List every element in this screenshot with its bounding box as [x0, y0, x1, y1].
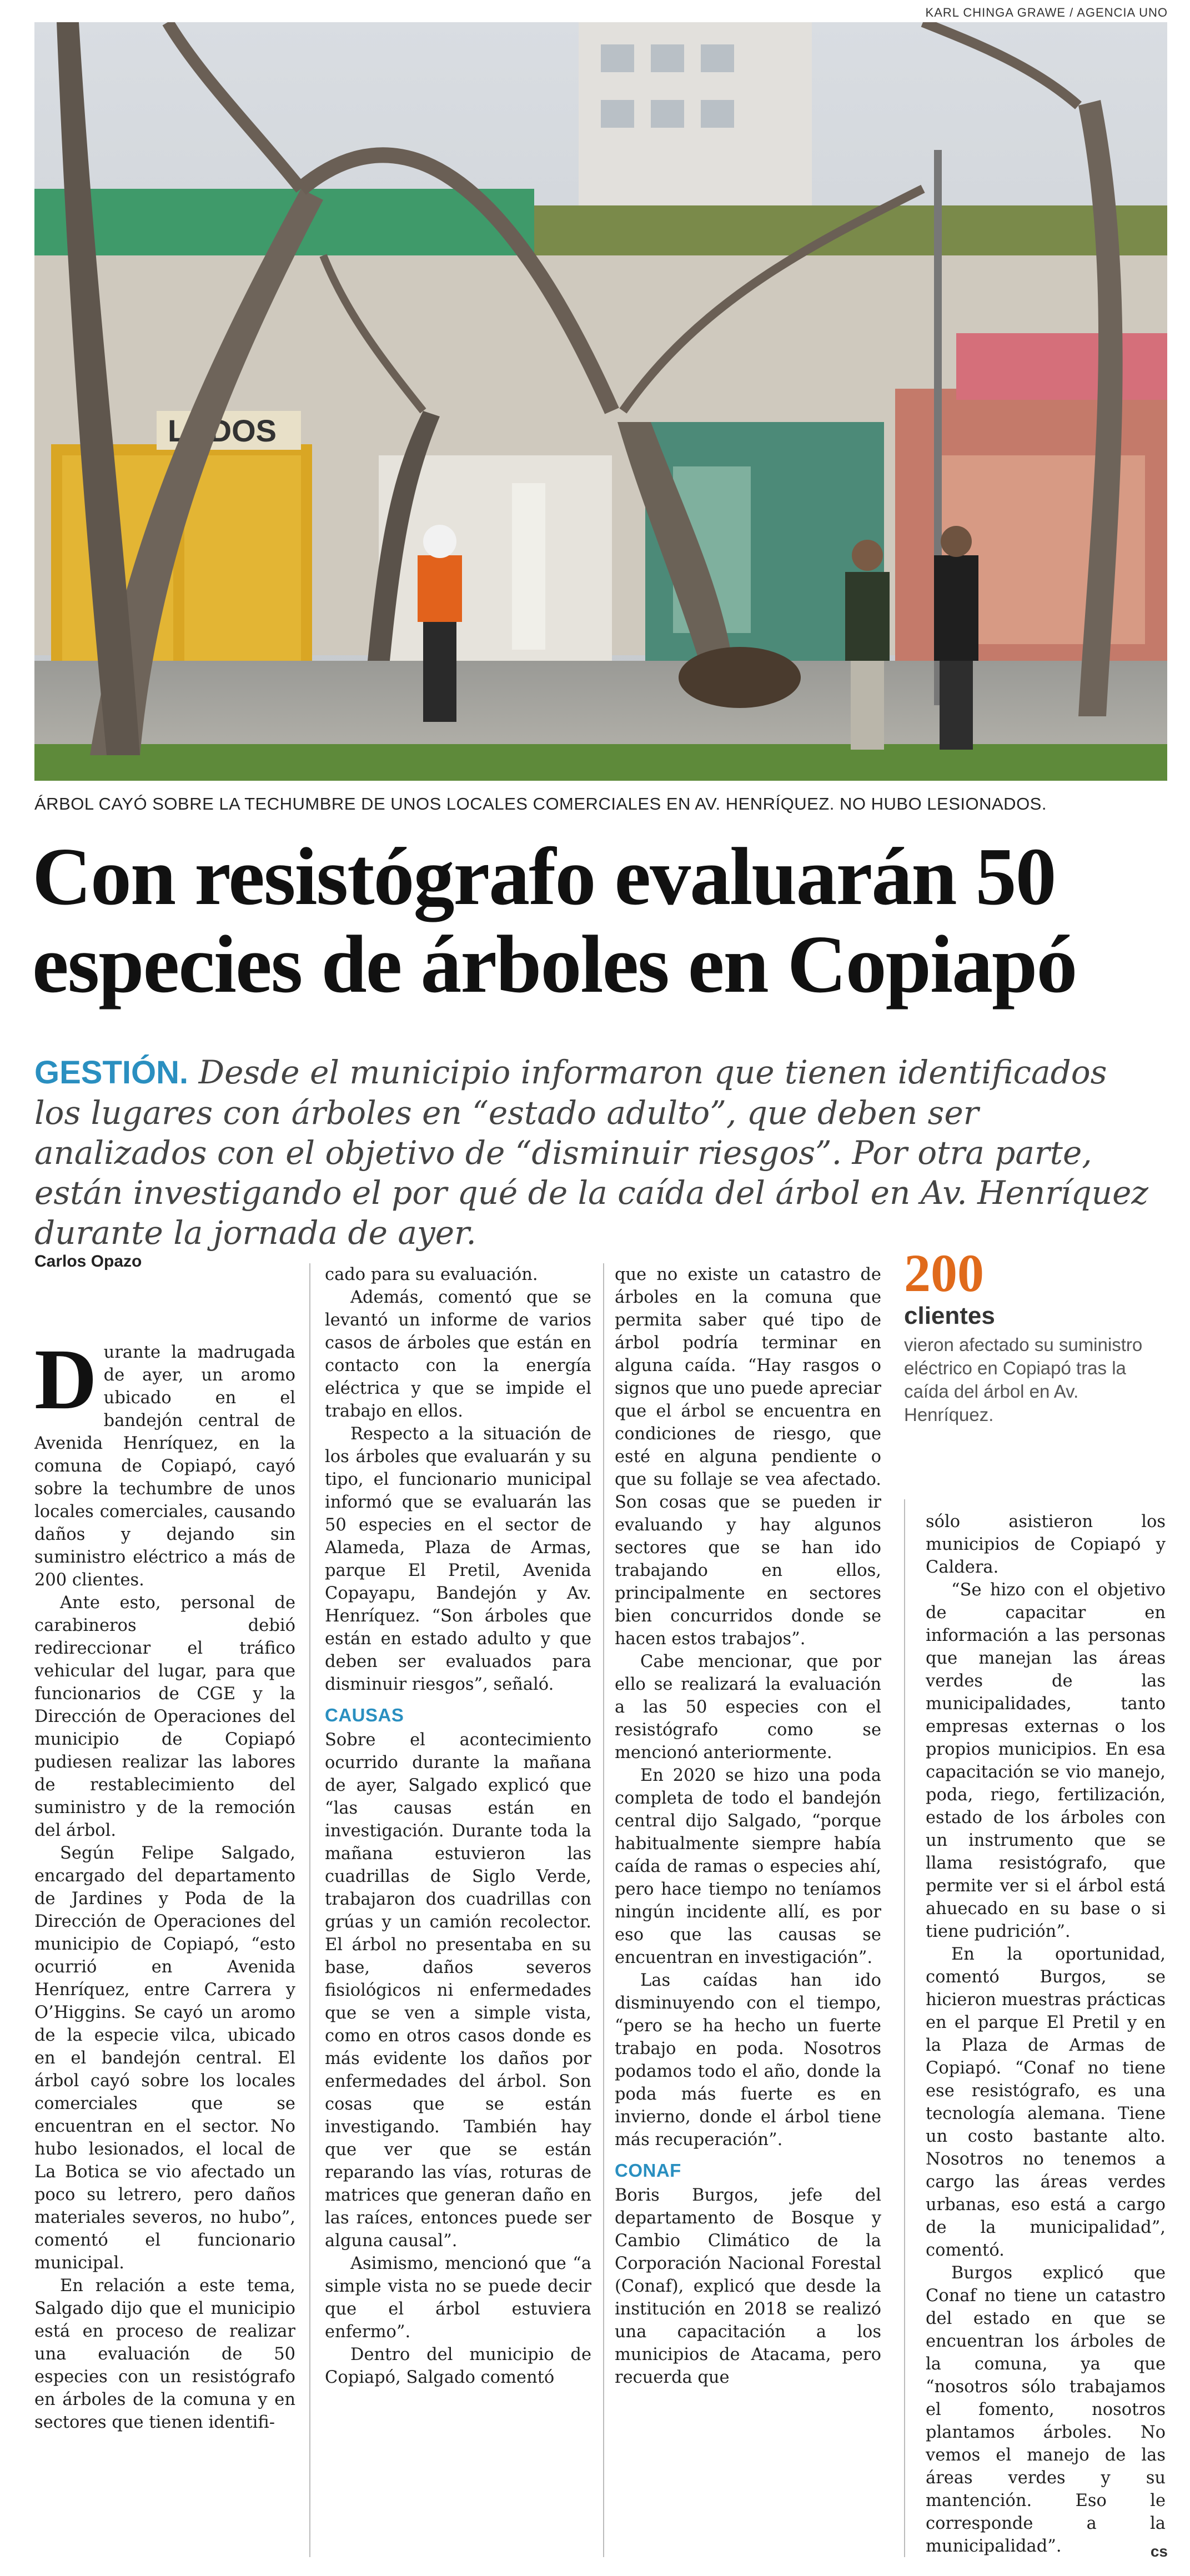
paragraph: Según Felipe Salgado, encargado del departamento de Jardines y Poda de la Dirección de Operaciones del municipio de Copiapó, “esto ocurrió en Avenida Henríquez, entre Carrera y O’Higgins. Se cayó un aromo de la especie vilca, ubicado en el bandejón central. El árbol cayó sobre los locales comerciales que se encuentran en el sector. No hubo lesionados, el local de La Botica se vio afectado un poco su letrero, pero daños materiales severos, no hubo”, comentó el funcionario municipal.: [34, 1844, 295, 2273]
column-3: [615, 1263, 881, 2389]
paragraph: sólo asistieron los municipios de Copiapó y Caldera.: [926, 1512, 1166, 1577]
paragraph: Durante la madrugada de ayer, un aromo ubicado en el bandejón central de Avenida Henríquez, en la comuna de Copiapó, cayó sobre la techumbre de unos locales comerciales, causando daños y dejando sin suministro eléctrico a más de 200 clientes.: [34, 1331, 295, 1590]
column-2: [325, 1263, 591, 2389]
paragraph: Burgos explicó que Conaf no tiene un catastro del estado en que se encuentran los árboles de la comuna, ya que “nosotros sólo trabajamos el fomento, nosotros plantamos árboles. No vemos el manejo de las áreas verdes y su mantención. Eso le corresponde a la municipalidad”.: [926, 2263, 1166, 2556]
column-divider: [603, 1263, 604, 2557]
paragraph: Sobre el acontecimiento ocurrido durante la mañana de ayer, Salgado explicó que “las causas están en investigación. Durante toda la mañana estuvieron las cuadrillas de Siglo Verde, trabajaron dos cuadrillas con grúas y un camión recolector. El árbol no presentaba en su base, daños severos fisiológicos ni enfermedades que se ven a simple vista, como en otros casos donde es más evidente los daños por enfermedades del árbol. Son cosas que se están investigando. También hay que ver que se están reparando las vías, roturas de matrices que generan daño en las raíces, entonces puede ser alguna causal”.: [325, 1730, 591, 2251]
subhead-causas: CAUSAS: [325, 1705, 404, 1725]
column-4: [926, 1510, 1166, 2558]
paragraph: cado para su evaluación.: [325, 1265, 538, 1284]
paragraph: “Se hizo con el objetivo de capacitar en información a las personas que manejan las áreas verdes de las municipalidades, tanto empresas externas o los propios municipios. En esa capacitación se vio manejo, poda, riego, fertilización, estado de los árboles con un instrumento que se llama resistógrafo, que permite ver si el árbol está ahuecado en su base o si tiene pudrición”.: [926, 1580, 1166, 1941]
byline: Carlos Opazo: [34, 1252, 142, 1271]
paragraph: Asimismo, mencionó que “a simple vista no se puede decir que el árbol estuviera enfermo”.: [325, 2254, 591, 2342]
stat-number: 200: [904, 1243, 984, 1303]
paragraph: Respecto a la situación de los árboles que evaluarán y su tipo, el funcionario municipal informó que se evaluarán las 50 especies en el sector de Alameda, Plaza de Armas, parque El Pretil, Avenida Copayapu, Bandejón y Av. Henríquez. “Son árboles que están en estado adulto y que deben ser evaluados para disminuir riesgos”, señaló.: [325, 1424, 591, 1694]
stat-label: clientes: [904, 1302, 995, 1329]
paragraph: Cabe mencionar, que por ello se realizará la evaluación a las 50 especies con el resistógrafo como se mencionó anteriormente.: [615, 1652, 881, 1762]
paragraph: Además, comentó que se levantó un informe de varios casos de árboles que están en contacto con la energía eléctrica y que se impide el trabajo en ellos.: [325, 1288, 591, 1421]
paragraph: Las caídas han ido disminuyendo con el tiempo, “pero se ha hecho un fuerte trabajo en poda. Nosotros podamos todo el año, donde la poda más fuerte es en invierno, donde el árbol tiene más recuperación”.: [615, 1971, 881, 2150]
shop-sign-text: LADOS: [168, 413, 277, 448]
column-1: [34, 1331, 295, 2434]
stat-text: vieron afectado su suministro eléctrico en Copiapó tras la caída del árbol en Av. Henríquez.: [904, 1334, 1143, 1425]
paragraph: que no existe un catastro de árboles en la comuna que permita saber qué tipo de árbol podría terminar en alguna caída. “Hay rasgos o signos que uno puede apreciar que el árbol se encuentra en condiciones de riesgo, que esté en alguna pendiente o que su follaje se vea afectado. Son cosas que se pueden ir evaluando y hay algunos sectores que se han ido trabajando en ellos, principalmente en sectores bien concurridos donde se hacen estos trabajos”.: [615, 1265, 881, 1649]
column-divider: [309, 1263, 310, 2557]
paragraph: En 2020 se hizo una poda completa de todo el bandejón central dijo Salgado, “porque habitualmente siempre había caída de ramas o especies ahí, pero hace tiempo no teníamos ningún incidente allí, es por eso que las causas se encuentran en investigación”.: [615, 1766, 881, 1967]
paragraph: Dentro del municipio de Copiapó, Salgado comentó: [325, 2345, 591, 2387]
photo-credit: KARL CHINGA GRAWE / AGENCIA UNO: [925, 6, 1168, 19]
deck-tag: GESTIÓN.: [34, 1054, 189, 1091]
news-photo: [34, 22, 1167, 781]
deck: [34, 1052, 1156, 1253]
dropcap: D: [34, 1331, 97, 1427]
subhead-conaf: CONAF: [615, 2160, 681, 2181]
stat-box: [904, 1243, 1165, 1427]
photo-caption: ÁRBOL CAYÓ SOBRE LA TECHUMBRE DE UNOS LOCALES COMERCIALES EN AV. HENRÍQUEZ. NO HUBO LESIONADOS.: [34, 794, 1047, 814]
end-mark: cs: [1150, 2543, 1168, 2560]
paragraph: Boris Burgos, jefe del departamento de Bosque y Cambio Climático de la Corporación Nacional Forestal (Conaf), explicó que desde la institución en 2018 se realizó una capacitación a los municipios de Atacama, pero recuerda que: [615, 2186, 881, 2387]
paragraph: En la oportunidad, comentó Burgos, se hicieron muestras prácticas en el parque El Pretil y en la Plaza de Armas de Copiapó. “Conaf no tiene ese resistógrafo, es una tecnología alemana. Tiene un costo bastante alto. Nosotros no tenemos a cargo las áreas verdes urbanas, eso está a cargo de la municipalidad”, comentó.: [926, 1945, 1166, 2260]
paragraph: Ante esto, personal de carabineros debió redireccionar el tráfico vehicular del lugar, para que funcionarios de CGE y la Dirección de Operaciones del municipio de Copiapó pudiesen realizar las labores de restablecimiento del suministro y de la remoción del árbol.: [34, 1593, 295, 1840]
headline: Con resistógrafo evaluarán 50 especies de árboles en Copiapó: [32, 831, 1077, 1010]
column-divider: [904, 1499, 905, 2557]
paragraph: En relación a este tema, Salgado dijo que el municipio está en proceso de realizar una evaluación de 50 especies con un resistógrafo en árboles de la comuna y en sectores que tienen identifi-: [34, 2276, 295, 2432]
deck-text: Desde el municipio informaron que tienen identificados los lugares con árboles en “estado adulto”, que deben ser analizados con el objetivo de “disminuir riesgos”. Por otra parte, están investigando el por qué de la caída del árbol en Av. Henríquez durante la jornada de ayer.: [34, 1053, 1148, 1252]
